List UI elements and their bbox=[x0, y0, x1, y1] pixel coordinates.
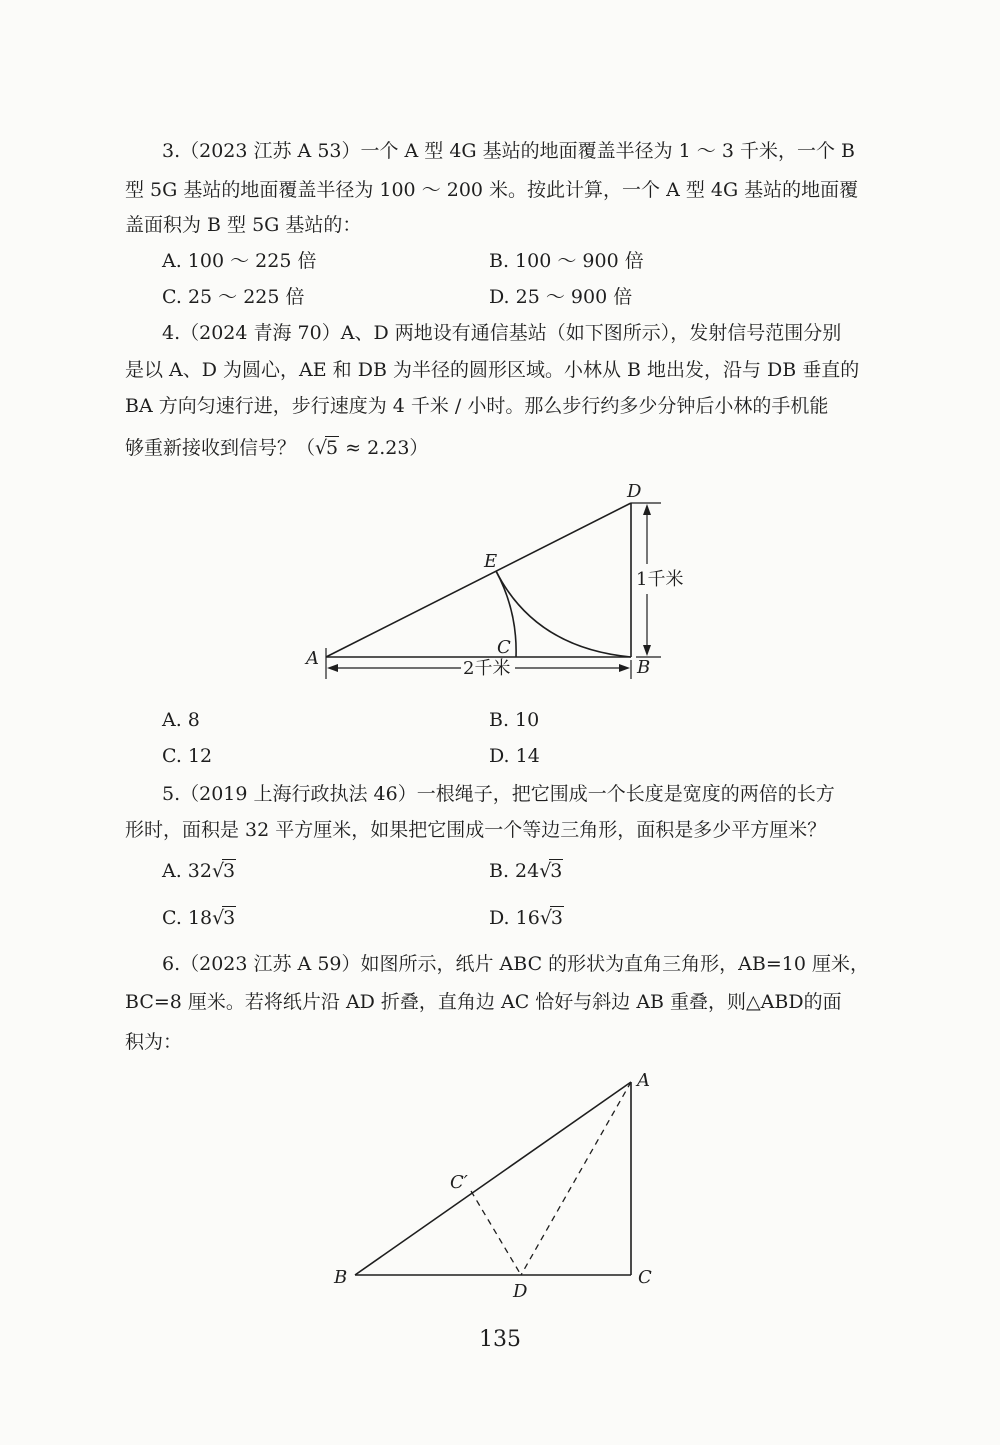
q4-label-e: E bbox=[484, 551, 498, 572]
q3-line-3: 盖面积为 B 型 5G 基站的： bbox=[125, 214, 362, 236]
q6-line-c-prime-d bbox=[471, 1191, 521, 1275]
q6-line-2: BC=8 厘米。若将纸片沿 AD 折叠，直角边 AC 恰好与斜边 AB 重叠，则△ABD的面 bbox=[125, 991, 842, 1013]
q4-option-c[interactable]: C. 12 bbox=[162, 745, 213, 767]
q3-line-2: 型 5G 基站的地面覆盖半径为 100 ～ 200 米。按此计算，一个 A 型 4G 基站的地面覆 bbox=[125, 179, 859, 201]
q3-option-d[interactable]: D. 25 ～ 900 倍 bbox=[489, 286, 633, 308]
q4-option-b[interactable]: B. 10 bbox=[489, 709, 540, 731]
sqrt-argument: 3 bbox=[222, 860, 236, 882]
sqrt-symbol: √ 3 bbox=[211, 860, 236, 882]
sqrt-symbol: √ 3 bbox=[539, 860, 563, 882]
q4-label-b: B bbox=[637, 657, 651, 678]
q4-dim-horizontal: 2千米 bbox=[463, 658, 511, 679]
sqrt-argument: 5 bbox=[326, 437, 339, 459]
q4-line-1: 4.（2024 青海 70）A、D 两地设有通信基站（如下图所示），发射信号范围分别 bbox=[162, 322, 842, 344]
q6-label-d: D bbox=[513, 1281, 528, 1302]
q3-option-a[interactable]: A. 100 ～ 225 倍 bbox=[162, 250, 317, 272]
q3-option-c[interactable]: C. 25 ～ 225 倍 bbox=[162, 286, 305, 308]
q6-label-a: A bbox=[637, 1070, 650, 1091]
q6-fold-line-ad bbox=[521, 1082, 631, 1275]
q3-line-1: 3.（2023 江苏 A 53）一个 A 型 4G 基站的地面覆盖半径为 1 ～ 3 千米，一个 B bbox=[162, 140, 855, 162]
q4-line-2: 是以 A、D 为圆心，AE 和 DB 为半径的圆形区域。小林从 B 地出发，沿与 DB 垂直的 bbox=[125, 359, 860, 381]
sqrt-symbol: √ 3 bbox=[539, 907, 563, 929]
q3-option-b[interactable]: B. 100 ～ 900 倍 bbox=[489, 250, 644, 272]
q6-label-c: C bbox=[638, 1267, 652, 1288]
q4-line-4-post: ≈ 2.23） bbox=[339, 437, 429, 459]
q6-line-ba bbox=[355, 1082, 631, 1275]
sqrt-symbol: √ 5 bbox=[315, 437, 339, 459]
sqrt-symbol: √ 3 bbox=[212, 907, 236, 929]
sqrt-argument: 3 bbox=[550, 907, 563, 929]
q6-line-1: 6.（2023 江苏 A 59）如图所示，纸片 ABC 的形状为直角三角形，AB=10 厘米， bbox=[162, 953, 869, 975]
q4-option-a[interactable]: A. 8 bbox=[162, 709, 200, 731]
q5-option-d-prefix: D. 16 bbox=[489, 907, 540, 929]
sqrt-argument: 3 bbox=[550, 860, 563, 882]
q4-label-a: A bbox=[306, 648, 319, 669]
page-number: 135 bbox=[479, 1327, 521, 1352]
q4-label-c: C bbox=[497, 637, 511, 658]
q4-line-3: BA 方向匀速行进，步行速度为 4 千米 / 小时。那么步行约多少分钟后小林的手机能 bbox=[125, 395, 829, 417]
q5-line-1: 5.（2019 上海行政执法 46）一根绳子，把它围成一个长度是宽度的两倍的长方 bbox=[162, 783, 835, 805]
q4-line-4-pre: 够重新接收到信号？（ bbox=[125, 437, 316, 459]
q5-option-b-prefix: B. 24 bbox=[489, 860, 540, 882]
q4-dim-vertical: 1千米 bbox=[636, 569, 684, 590]
q5-line-2: 形时，面积是 32 平方厘米，如果把它围成一个等边三角形，面积是多少平方厘米？ bbox=[125, 819, 827, 841]
q5-option-a-prefix: A. 32 bbox=[162, 860, 212, 882]
q4-label-d: D bbox=[627, 481, 642, 502]
q6-label-b: B bbox=[334, 1267, 348, 1288]
q6-label-c-prime: C′ bbox=[450, 1172, 468, 1193]
sqrt-argument: 3 bbox=[223, 907, 236, 929]
q4-option-d[interactable]: D. 14 bbox=[489, 745, 540, 767]
q5-option-c-prefix: C. 18 bbox=[162, 907, 213, 929]
q6-line-3: 积为： bbox=[125, 1031, 183, 1053]
